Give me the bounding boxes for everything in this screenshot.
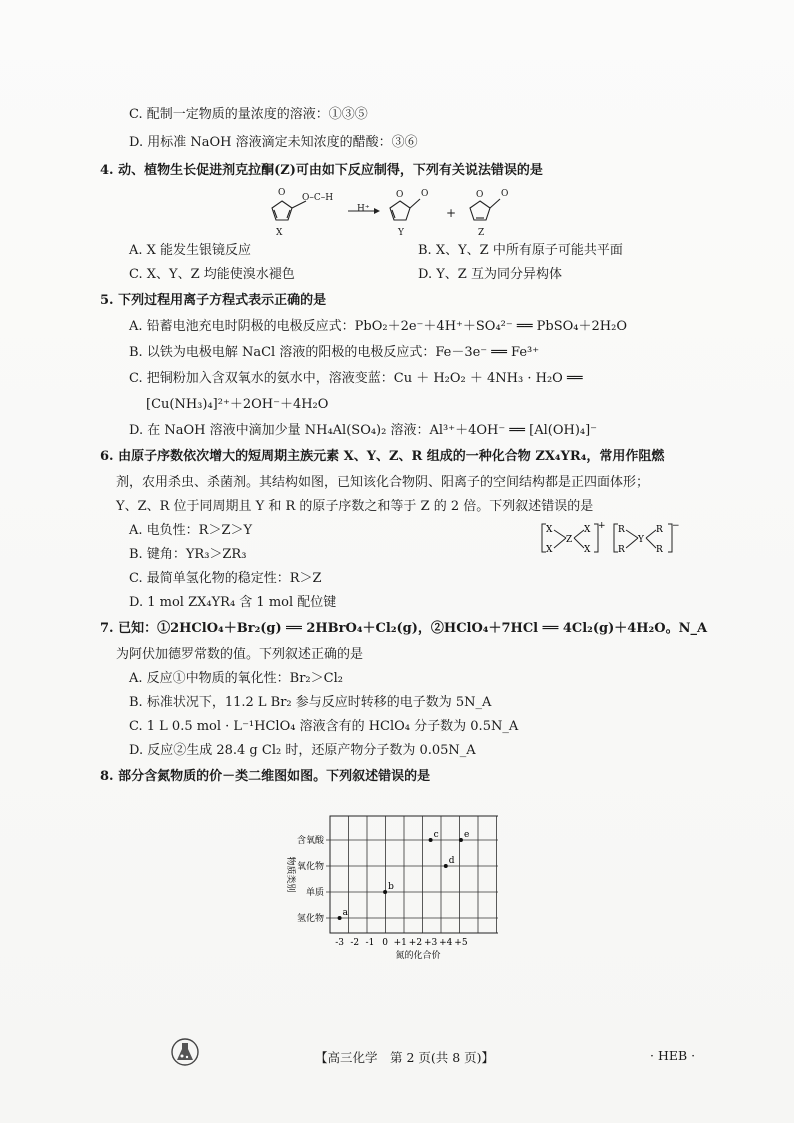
molecule-y [390, 199, 420, 220]
label-x: X [276, 228, 283, 238]
question-7-line2: 为阿伏加德罗常数的值。下列叙述正确的是 [116, 647, 364, 662]
chart-svg [278, 812, 498, 962]
flask-logo-icon [170, 1037, 200, 1067]
ion-r2: R [618, 545, 625, 555]
q5-option-c-cont: [Cu(NH₃)₄]²⁺＋2OH⁻＋4H₂O [146, 397, 329, 412]
ion-x2: X [546, 545, 553, 555]
x-tick-label: -1 [365, 938, 375, 948]
chart-frame [330, 816, 498, 933]
ion-z: Z [566, 535, 573, 545]
point-c [429, 838, 433, 842]
ion-minus: − [672, 521, 680, 531]
question-6: 6. 由原子序数依次增大的短周期主族元素 X、Y、Z、R 组成的一种化合物 ZX₄YR₄，常用作阻燃 [100, 449, 665, 464]
q4-option-b: B. X、Y、Z 中所有原子可能共平面 [418, 243, 623, 258]
q5-option-d: D. 在 NaOH 溶液中滴加少量 NH₄Al(SO₄)₂ 溶液：Al³⁺＋4OH⁻ ══ [Al(OH)₄]⁻ [129, 423, 598, 438]
q6-option-d: D. 1 mol ZX₄YR₄ 含 1 mol 配位键 [129, 595, 337, 610]
q7-option-a: A. 反应①中物质的氧化性：Br₂＞Cl₂ [129, 671, 343, 686]
question-7: 7. 已知：①2HClO₄＋Br₂(g) ══ 2HBrO₄＋Cl₂(g)，②HClO₄＋7HCl ══ 4Cl₂(g)＋4H₂O。N_A [100, 621, 708, 636]
option-d-prev: D. 用标准 NaOH 溶液滴定未知浓度的醋酸：③⑥ [129, 135, 418, 150]
carbonyl-o-y: O [421, 189, 429, 199]
ion-plus: + [598, 521, 606, 531]
point-label-e: e [463, 830, 470, 840]
q7-option-c: C. 1 L 0.5 mol · L⁻¹HClO₄ 溶液含有的 HClO₄ 分子数为 0.5N_A [129, 719, 519, 734]
valence-class-chart [278, 812, 498, 962]
x-axis-label: 氮的化合价 [395, 951, 441, 961]
x-tick-label: +2 [408, 938, 423, 948]
x-tick-label: 0 [382, 938, 388, 948]
ion-r1: R [618, 525, 625, 535]
ion-x1: X [546, 525, 553, 535]
point-label-d: d [448, 856, 455, 866]
q5-option-b: B. 以铁为电极电解 NaCl 溶液的阳极的电极反应式：Fe－3e⁻ ══ Fe³⁺ [129, 345, 540, 360]
ring-o-x: O [278, 188, 286, 198]
ester-group: O–C–H [302, 193, 334, 203]
y-tick-label: 氢化物 [296, 914, 324, 924]
q5-option-c: C. 把铜粉加入含双氧水的氨水中，溶液变蓝：Cu ＋ H₂O₂ ＋ 4NH₃ · H₂O ══ [129, 371, 583, 386]
ring-o-y: O [396, 190, 404, 200]
ion-r3: R [656, 525, 663, 535]
x-tick-label: -2 [350, 938, 360, 948]
question-6-line3: Y、Z、R 位于同周期且 Y 和 R 的原子序数之和等于 Z 的 2 倍。下列叙述错误的是 [116, 499, 594, 514]
point-e [459, 838, 463, 842]
molecule-x [272, 201, 306, 220]
question-5: 5. 下列过程用离子方程式表示正确的是 [100, 293, 327, 308]
q4-option-d: D. Y、Z 互为同分异构体 [418, 267, 562, 282]
question-6-line2: 剂，农用杀虫、杀菌剂。其结构如图，已知该化合物阴、阳离子的空间结构都是正四面体形； [116, 475, 650, 490]
molecule-z [470, 199, 500, 220]
point-d [444, 864, 448, 868]
x-tick-label: +3 [423, 938, 438, 948]
q7-option-d: D. 反应②生成 28.4 g Cl₂ 时，还原产物分子数为 0.05N_A [129, 743, 476, 758]
ion-x3: X [584, 525, 591, 535]
y-tick-label: 单质 [305, 888, 324, 898]
q5-option-a: A. 铅蓄电池充电时阴极的电极反应式：PbO₂＋2e⁻＋4H⁺＋SO₄²⁻ ══ PbSO₄＋2H₂O [129, 319, 627, 334]
label-z: Z [478, 228, 485, 238]
footer-code: · HEB · [650, 1048, 696, 1063]
q4-option-a: A. X 能发生银镜反应 [129, 243, 252, 258]
ion-y: Y [638, 535, 644, 545]
option-c-prev: C. 配制一定物质的量浓度的溶液：①③⑤ [129, 107, 368, 122]
ion-r4: R [656, 545, 663, 555]
y-axis-label: 物质类别 [285, 856, 295, 893]
x-tick-label: -3 [335, 938, 344, 948]
q4-option-c: C. X、Y、Z 均能使溴水褪色 [129, 267, 295, 282]
plus-sign: + [446, 206, 457, 220]
q7-option-b: B. 标准状况下，11.2 L Br₂ 参与反应时转移的电子数为 5N_A [129, 695, 492, 710]
x-tick-label: +5 [454, 938, 468, 948]
ion-x4: X [584, 545, 591, 555]
question-8: 8. 部分含氮物质的价－类二维图如图。下列叙述错误的是 [100, 769, 431, 784]
y-tick-label: 氧化物 [296, 862, 324, 872]
ring-o-z: O [476, 190, 484, 200]
y-tick-label: 含氧酸 [296, 836, 324, 846]
point-label-a: a [342, 908, 348, 918]
q6-option-c: C. 最简单氢化物的稳定性：R＞Z [129, 571, 322, 586]
q6-option-a: A. 电负性：R＞Z＞Y [129, 523, 253, 538]
point-a [338, 916, 342, 920]
x-tick-label: +1 [393, 938, 407, 948]
catalyst-label: H⁺ [357, 204, 370, 214]
question-4: 4. 动、植物生长促进剂克拉酮(Z)可由如下反应制得，下列有关说法错误的是 [100, 163, 543, 178]
page-footer: 【高三化学 第 2 页(共 8 页)】 [315, 1050, 495, 1065]
point-label-b: b [388, 882, 394, 892]
q6-option-b: B. 键角：YR₃＞ZR₃ [129, 547, 247, 562]
point-label-c: c [433, 830, 439, 840]
ion-structure [540, 520, 680, 556]
carbonyl-o-z: O [501, 189, 509, 199]
point-b [383, 890, 387, 894]
label-y: Y [398, 228, 404, 238]
x-tick-label: +4 [439, 938, 453, 948]
